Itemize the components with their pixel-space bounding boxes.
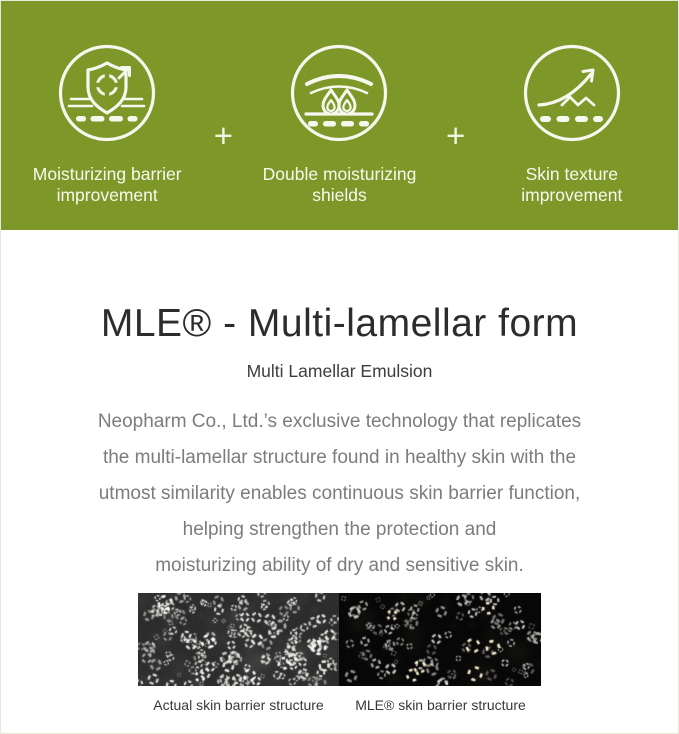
feature-label: Moisturizing barrier improvement	[32, 164, 182, 205]
benefits-banner	[1, 1, 678, 230]
shield-barrier-icon	[57, 43, 157, 143]
section-subtitle: Multi Lamellar Emulsion	[246, 361, 433, 381]
feature-skin-texture	[474, 43, 670, 206]
growth-arrow-icon	[522, 43, 622, 143]
paragraph-line: utmost similarity enables continuous skin barrier function,	[98, 483, 581, 504]
feature-label: Skin texture improvement	[521, 164, 623, 205]
mle-section	[1, 302, 678, 713]
plus-separator: +	[213, 117, 233, 154]
benefits-row	[1, 43, 678, 206]
description-paragraph	[1, 404, 678, 584]
caption-mle-skin: MLE® skin barrier structure	[355, 697, 526, 713]
caption-actual-skin: Actual skin barrier structure	[153, 697, 324, 713]
micrograph-captions	[1, 697, 678, 713]
micrograph-mle-skin	[339, 593, 541, 686]
feature-double-moisturizing	[241, 43, 437, 206]
feature-label: Double moisturizing shields	[262, 164, 417, 205]
micrograph-actual-skin	[138, 593, 339, 686]
paragraph-line: the multi-lamellar structure found in healthy skin with the	[102, 447, 577, 468]
section-title: MLE® - Multi-lamellar form	[100, 302, 579, 345]
paragraph-line: moisturizing ability of dry and sensitive skin.	[155, 555, 524, 576]
micrograph-comparison	[1, 593, 678, 686]
paragraph-line: Neopharm Co., Ltd.’s exclusive technology that replicates	[97, 411, 582, 432]
feature-moisturizing-barrier	[9, 43, 205, 206]
moisture-drops-icon	[289, 43, 389, 143]
plus-separator: +	[446, 117, 466, 154]
paragraph-line: helping strengthen the protection and	[182, 519, 497, 540]
